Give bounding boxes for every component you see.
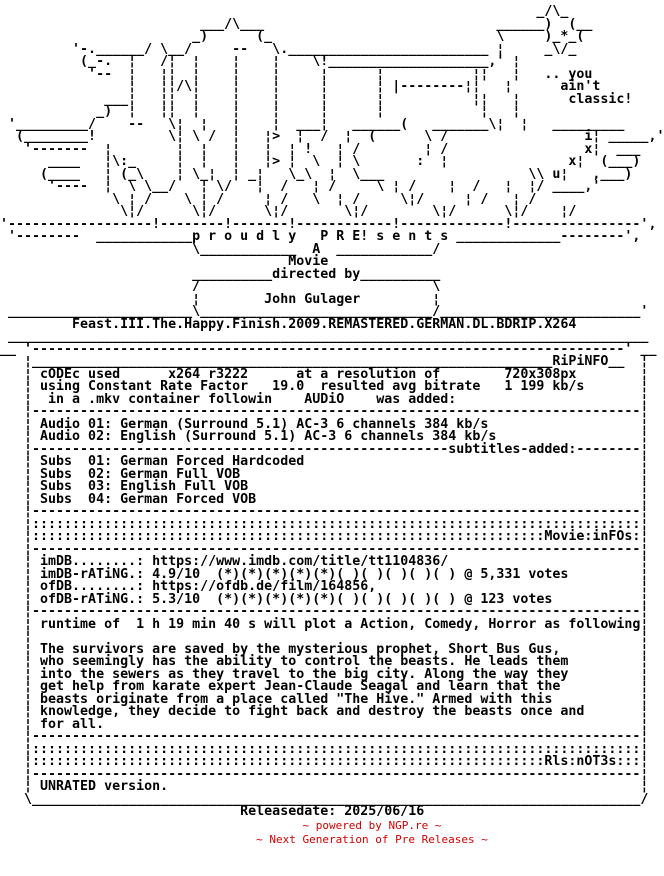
footer-powered-by: ~ powered by NGP.re ~	[302, 819, 442, 832]
footer-credits	[40, 819, 664, 846]
footer-tagline: ~ Next Generation of Pre Releases ~	[256, 832, 488, 846]
nfo-document: _/\_ ___/\___ ______) (__ _) (_ \ )_*_( '-.______/ \__/ -- \._________________________ ¦ _\/_ (_-. ¦ /¦ ¦ ¦ ¦ \!____________________,' ¦ '-- ¦ ¦¦ ¦ ¦ ¦ ¦ ¦ ¦¦ ¦ .. you ¦ ¦¦/\¦ ¦ ¦ ¦ ¦ |--------¦¦ ¦ ain't ___¦ ¦¦ ¦ ¦ ¦ ¦ ¦ ¦¦ ¦ classic! _) ¦ ¦¦ ¦ ¦ ¦ ¦ ¦ ¦ ¦ '_________/ -- \¦ ¦ ¦ ¦ ___¦ ______( _______\¦ ¦ _________ (________! \¦ \ / ¦ ¦> ¦ / ¦ ( \ / i¦ _____,' '------- ¦ ¦ ¦ ¦ ¦ ¦ ! ¦ / ¦ / x¦ ___ ____ ¦\:_ ¦ ¦ ¦ ¦> ¦ \ ¦ \ : ¦ x¦ (___) (____ ¦ (_\ ¦ \_¦ ¦ _¦ \_\ ¦ \___ \\ u¦ ,___) '---- ¦ \ \__/ ¦ \/ ¦ / ¦ / \ ¦ / ¦ / ¦ ¦/ ____,' \ ¦ / \ ¦ / ¦ / \ ¦ / \¦/ ¦ / ¦ / \¦/ \¦/ \¦/ \¦/ \¦/ \¦/ ¦/ '------------------!--------!-------!------------!-------------!----------------', '-------- ____________p r o u d l y P R E! s e n t s _____________--------', \____________ A ____________/ Movie __________directed by__________ / \ ¦ John Gulager ¦ _______________________\_____________________________/_________________________' Feast.III.The.Happy.Finish.2009.REMASTERED.GERMAN.DL.BDRIP.X264 ________________________________________________________________________________ __ '--------------------------------------------------------------------------' __ ¦_________________________________________________________________RiPiNFO__ ¦ ¦ cODEc used x264 r3222 at a resolution of 720x308px ¦ ¦ using Constant Rate Factor 19.0 resulted avg bitrate 1 199 kb/s ¦ ¦ in a .mkv container followin AUDiO was added: ¦ ¦----------------------------------------------------------------------------¦ ¦ Audio 01: German (Surround 5.1) AC-3 6 channels 384 kb/s ¦ ¦ Audio 02: English (Surround 5.1) AC-3 6 channels 384 kb/s ¦ ¦----------------------------------------------------subtitles-added:--------¦ ¦ Subs 01: German Forced Hardcoded ¦ ¦ Subs 02: German Full VOB ¦ ¦ Subs 03: English Full VOB ¦ ¦ Subs 04: German Forced VOB ¦ ¦----------------------------------------------------------------------------¦ ¦::::::::::::::::::::::::::::::::::::::::::::::::::::::::::::::::::::::::::::¦ ¦::::::::::::::::::::::::::::::::::::::::::::::::::::::::::::::::Movie:inFOs:¦ ¦----------------------------------------------------------------------------¦ ¦ imDB........: https://www.imdb.com/title/tt1104836/ ¦ ¦ imDB-rATiNG.: 4.9/10 (*)(*)(*)(*)(*)( )( )( )( )( ) @ 5,331 votes ¦ ¦ ofDB........: https://ofdb.de/film/164856, ¦ ¦ ofDB-rATiNG.: 5.3/10 (*)(*)(*)(*)(*)( )( )( )( )( ) @ 123 votes ¦ ¦----------------------------------------------------------------------------¦ ¦ runtime of 1 h 19 min 40 s will plot a Action, Comedy, Horror as following¦ ¦ ¦ ¦ The survivors are saved by the mysterious prophet, Short Bus Gus, ¦ ¦ who seemingly has the ability to control the beasts. He leads them ¦ ¦ into the sewers as they travel to the big city. Along the way they ¦ ¦ get help from karate expert Jean-Claude Seagal and learn that the ¦ ¦ beasts originate from a place called "The Hive." Armed with this ¦ ¦ knowledge, they decide to fight back and destroy the beasts once and ¦ ¦ for all. ¦ ¦----------------------------------------------------------------------------¦ ¦::::::::::::::::::::::::::::::::::::::::::::::::::::::::::::::::::::::::::::¦ ¦::::::::::::::::::::::::::::::::::::::::::::::::::::::::::::::::Rls:nOT3s:::¦ ¦----------------------------------------------------------------------------¦ ¦ UNRATED version. ¦ \____________________________________________________________________________/ Releasedate: 2025/06/16	[0, 4, 664, 819]
